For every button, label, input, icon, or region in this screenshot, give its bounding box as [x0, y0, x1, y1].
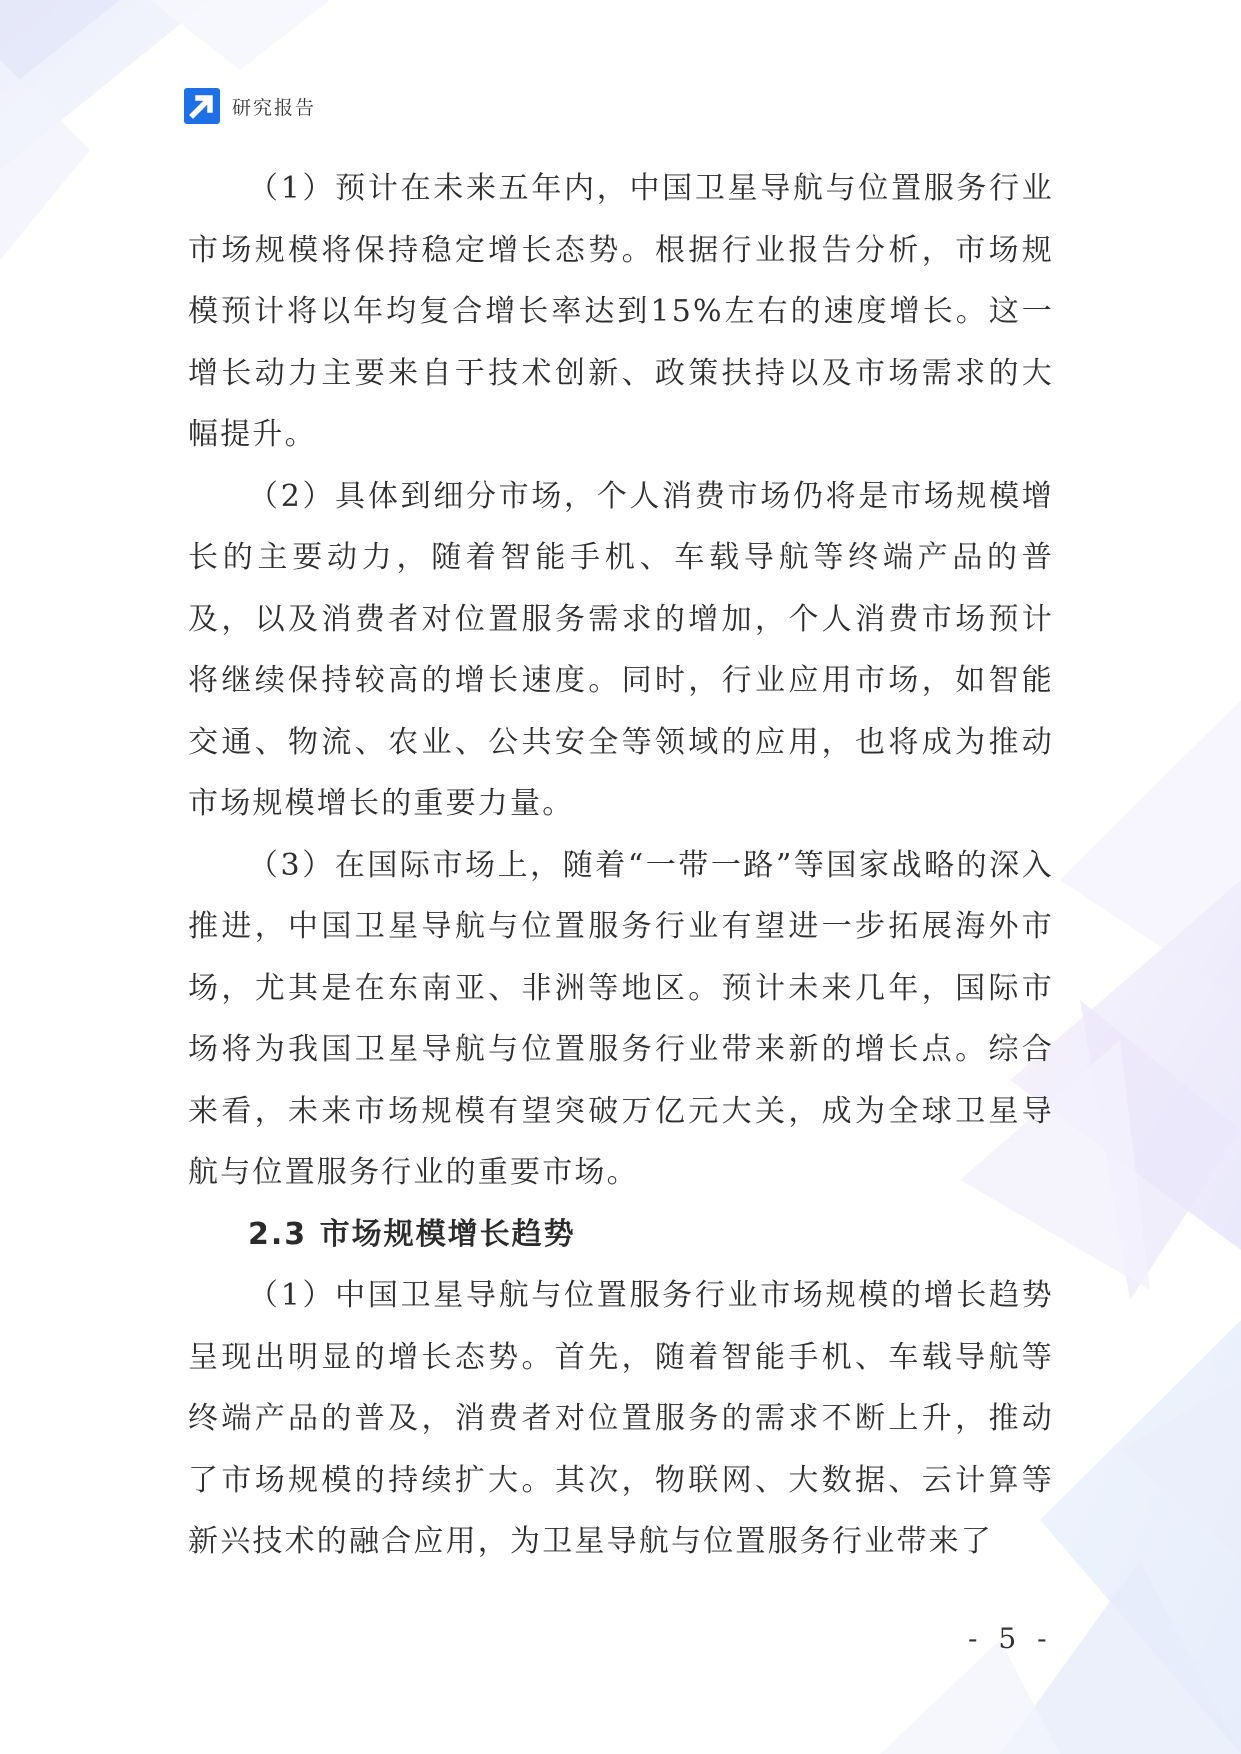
report-header	[184, 88, 316, 124]
body-paragraph: （3）在国际市场上，随着“一带一路”等国家战略的深入推进，中国卫星导航与位置服务行业有望进一步拓展海外市场，尤其是在东南亚、非洲等地区。预计未来几年，国际市场将为我国卫星导航与位置服务行业带来新的增长点。综合来看，未来市场规模有望突破万亿元大关，成为全球卫星导航与位置服务行业的重要市场。	[188, 847, 1054, 1190]
body-paragraph: （1）预计在未来五年内，中国卫星导航与位置服务行业市场规模将保持稳定增长态势。根据行业报告分析，市场规模预计将以年均复合增长率达到15%左右的速度增长。这一增长动力主要来自于技术创新、政策扶持以及市场需求的大幅提升。	[188, 171, 1054, 452]
arrow-logo-icon	[184, 88, 220, 124]
section-heading: 2.3 市场规模增长趋势	[248, 1216, 576, 1252]
page-number: - 5 -	[968, 1622, 1053, 1655]
document-body	[188, 158, 1054, 1573]
body-paragraph: （1）中国卫星导航与位置服务行业市场规模的增长趋势呈现出明显的增长态势。首先，随着智能手机、车载导航等终端产品的普及，消费者对位置服务的需求不断上升，推动了市场规模的持续扩大。其次，物联网、大数据、云计算等新兴技术的融合应用，为卫星导航与位置服务行业带来了	[188, 1278, 1054, 1559]
body-paragraph: （2）具体到细分市场，个人消费市场仍将是市场规模增长的主要动力，随着智能手机、车载导航等终端产品的普及，以及消费者对位置服务需求的增加，个人消费市场预计将继续保持较高的增长速度。同时，行业应用市场，如智能交通、物流、农业、公共安全等领域的应用，也将成为推动市场规模增长的重要力量。	[188, 478, 1054, 821]
header-title: 研究报告	[232, 96, 317, 119]
